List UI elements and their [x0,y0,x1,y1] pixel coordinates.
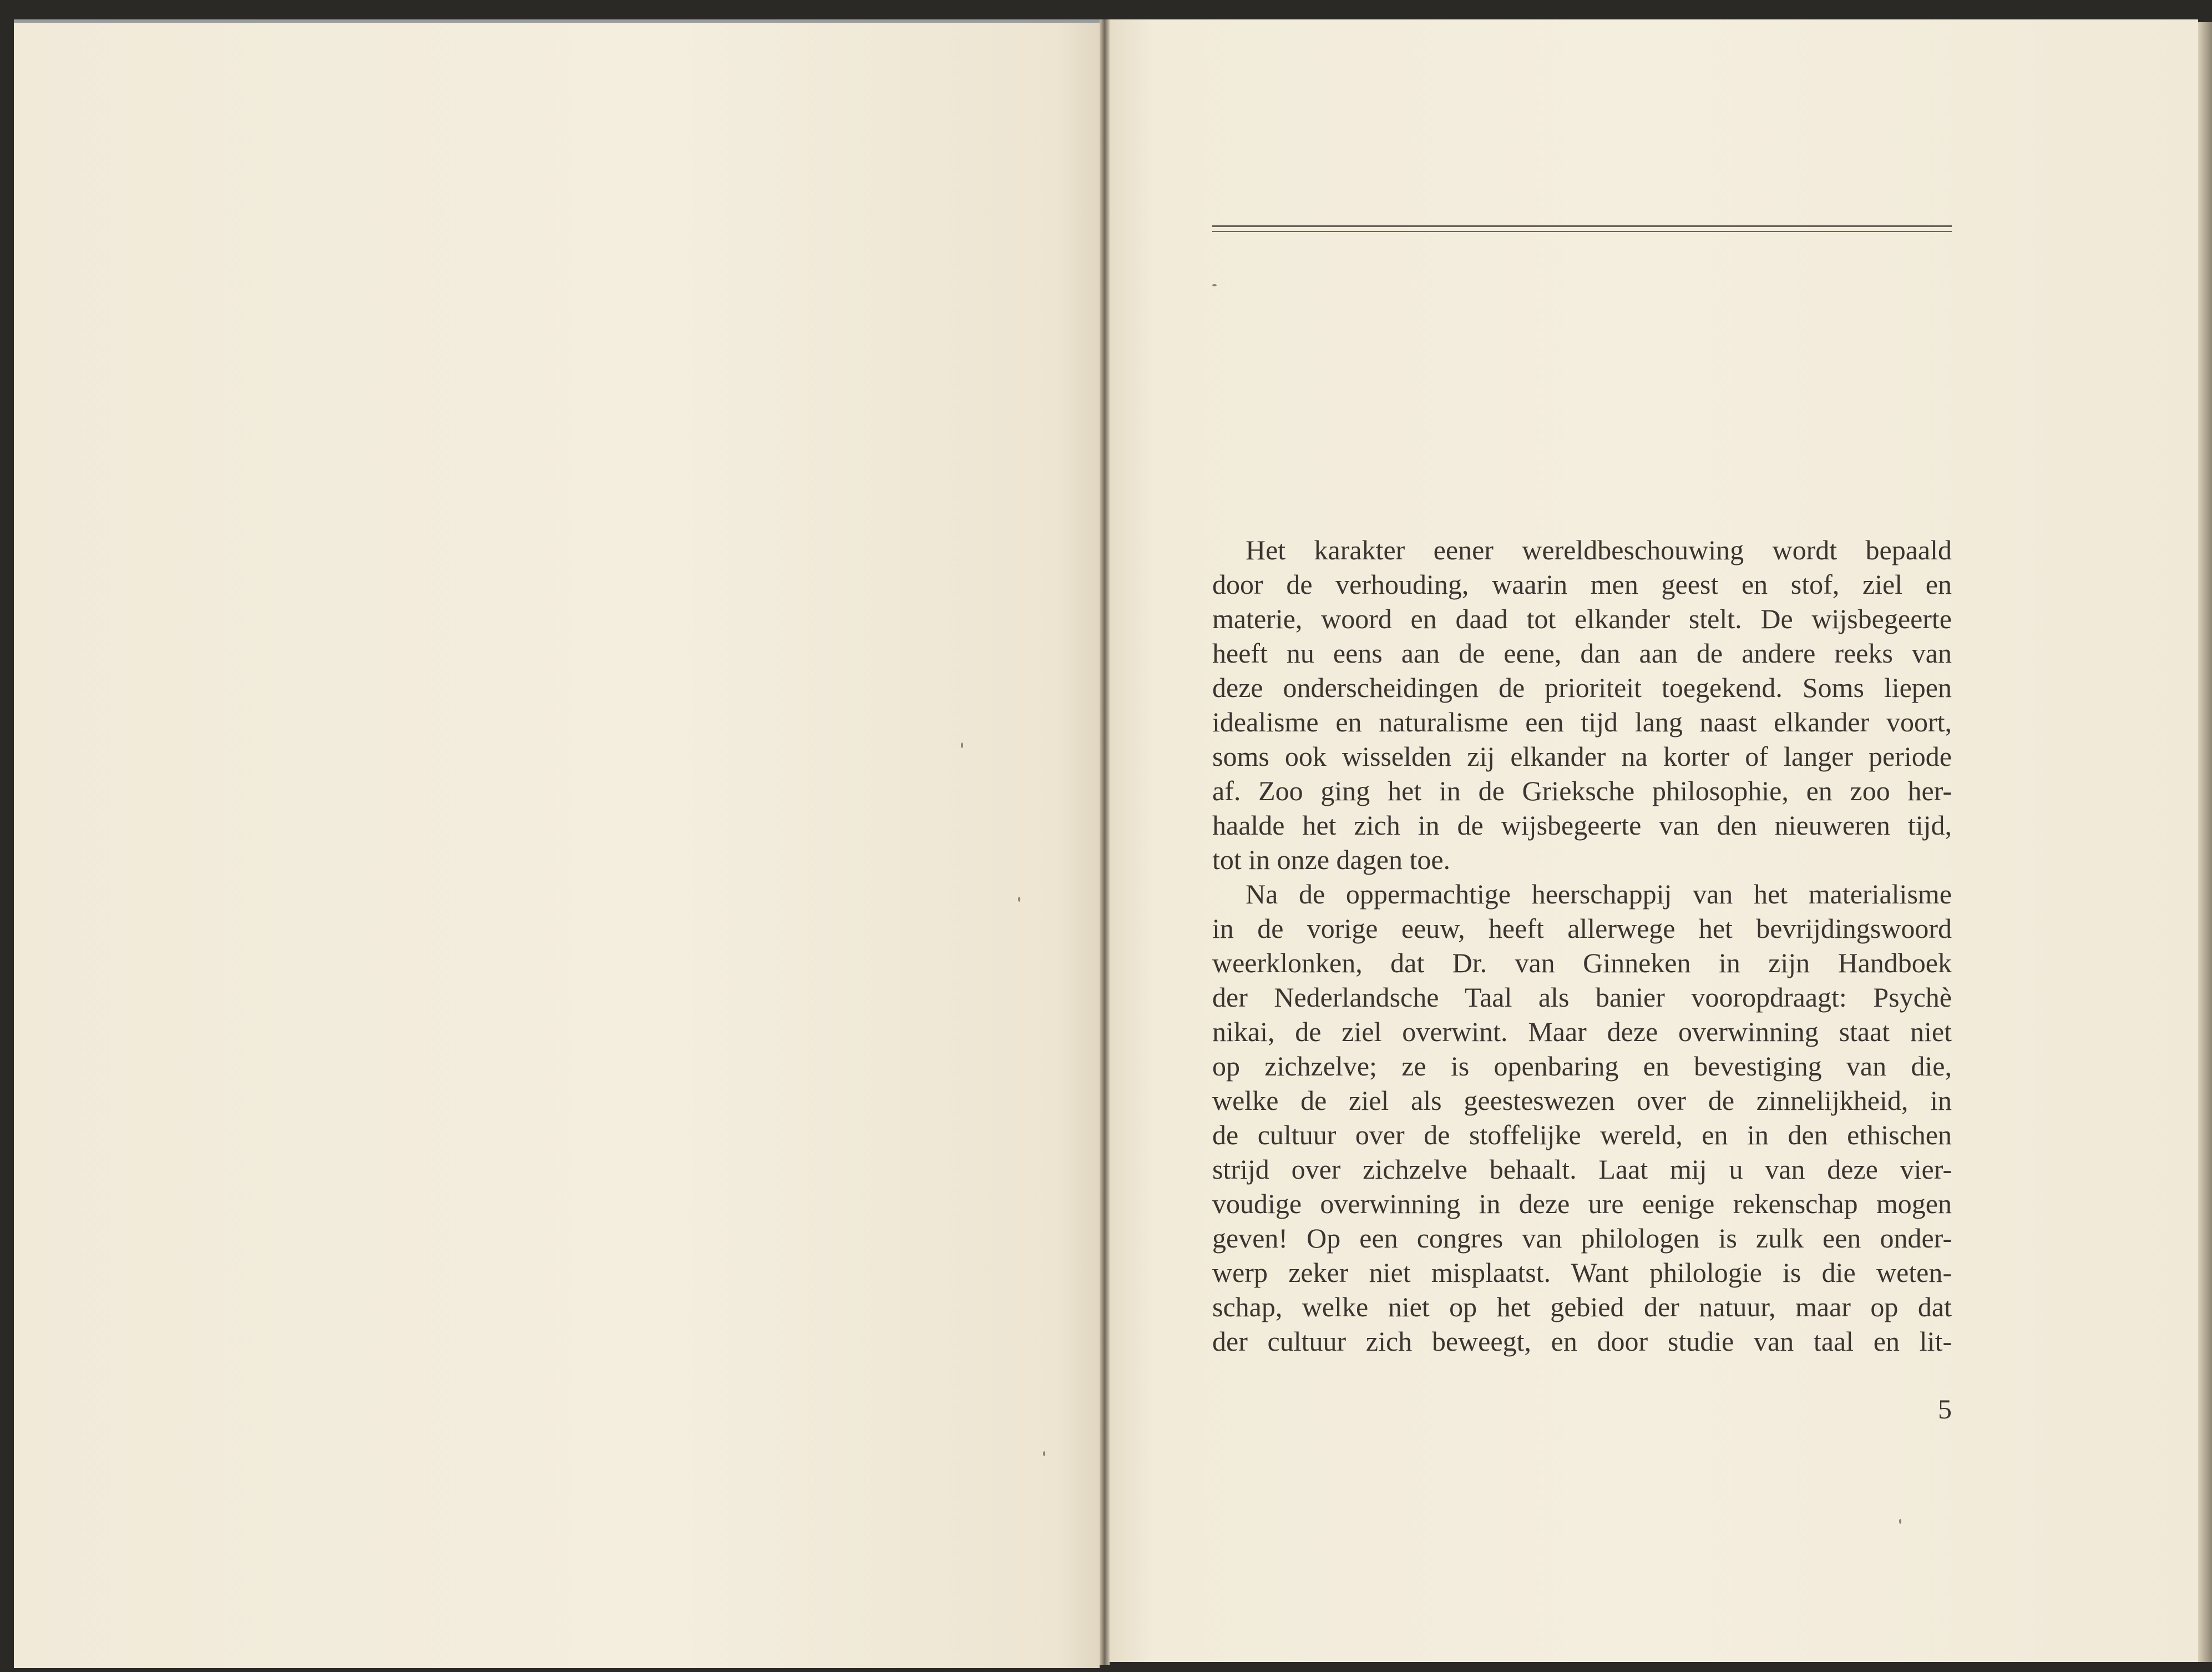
paper-speck [1018,897,1020,902]
text-line: in de vorige eeuw, heeft allerwege het bevrijdingswoord [1212,913,1952,944]
text-line: af. Zoo ging het in de Grieksche philosophie, en zoo her- [1212,775,1952,806]
text-line: welke de ziel als geesteswezen over de zinnelijkheid, in [1212,1085,1952,1116]
text-line: op zichzelve; ze is openbaring en bevestiging van die, [1212,1050,1952,1082]
left-page-blank [14,19,1100,1668]
text-line: soms ook wisselden zij elkander na korter of langer periode [1212,741,1952,772]
text-line: materie, woord en daad tot elkander stelt. De wijsbegeerte [1212,603,1952,634]
header-rule-bottom [1212,231,1952,232]
text-line: werp zeker niet misplaatst. Want philologie is die weten- [1212,1257,1952,1288]
header-rule-top [1212,225,1952,227]
text-line: weerklonken, dat Dr. van Ginneken in zijn Handboek [1212,947,1952,978]
text-line: heeft nu eens aan de eene, dan aan de andere reeks van [1212,638,1952,669]
text-line: de cultuur over de stoffelijke wereld, en in den ethischen [1212,1119,1952,1150]
text-line: nikai, de ziel overwint. Maar deze overwinning staat niet [1212,1016,1952,1047]
book-gutter [1100,19,1110,1665]
text-line: door de verhouding, waarin men geest en stof, ziel en [1212,569,1952,600]
text-line: geven! Op een congres van philologen is zulk een onder- [1212,1223,1952,1254]
text-line: der Nederlandsche Taal als banier vooropdraagt: Psychè [1212,982,1952,1013]
paper-speck [1212,284,1217,286]
text-line: voudige overwinning in deze ure eenige rekenschap mogen [1212,1188,1952,1219]
paper-speck [1043,1451,1045,1456]
paper-speck [961,742,963,748]
text-line: deze onderscheidingen de prioriteit toegekend. Soms liepen [1212,672,1952,703]
text-line: idealisme en naturalisme een tijd lang naast elkander voort, [1212,706,1952,738]
text-line: Na de oppermachtige heerschappij van het materialisme [1246,878,1952,910]
text-line: strijd over zichzelve behaalt. Laat mij u van deze vier- [1212,1154,1952,1185]
page-number: 5 [1938,1393,1952,1425]
body-text [1212,533,1952,1358]
text-line: Het karakter eener wereldbeschouwing wordt bepaald [1246,534,1952,565]
text-line: tot in onze dagen toe. [1212,844,1451,875]
page-edge [2198,22,2212,1662]
text-line: der cultuur zich beweegt, en door studie van taal en lit- [1212,1326,1952,1357]
text-line: schap, welke niet op het gebied der natuur, maar op dat [1212,1291,1952,1322]
paper-speck [1899,1519,1901,1524]
text-line: haalde het zich in de wijsbegeerte van den nieuweren tijd, [1212,810,1952,841]
